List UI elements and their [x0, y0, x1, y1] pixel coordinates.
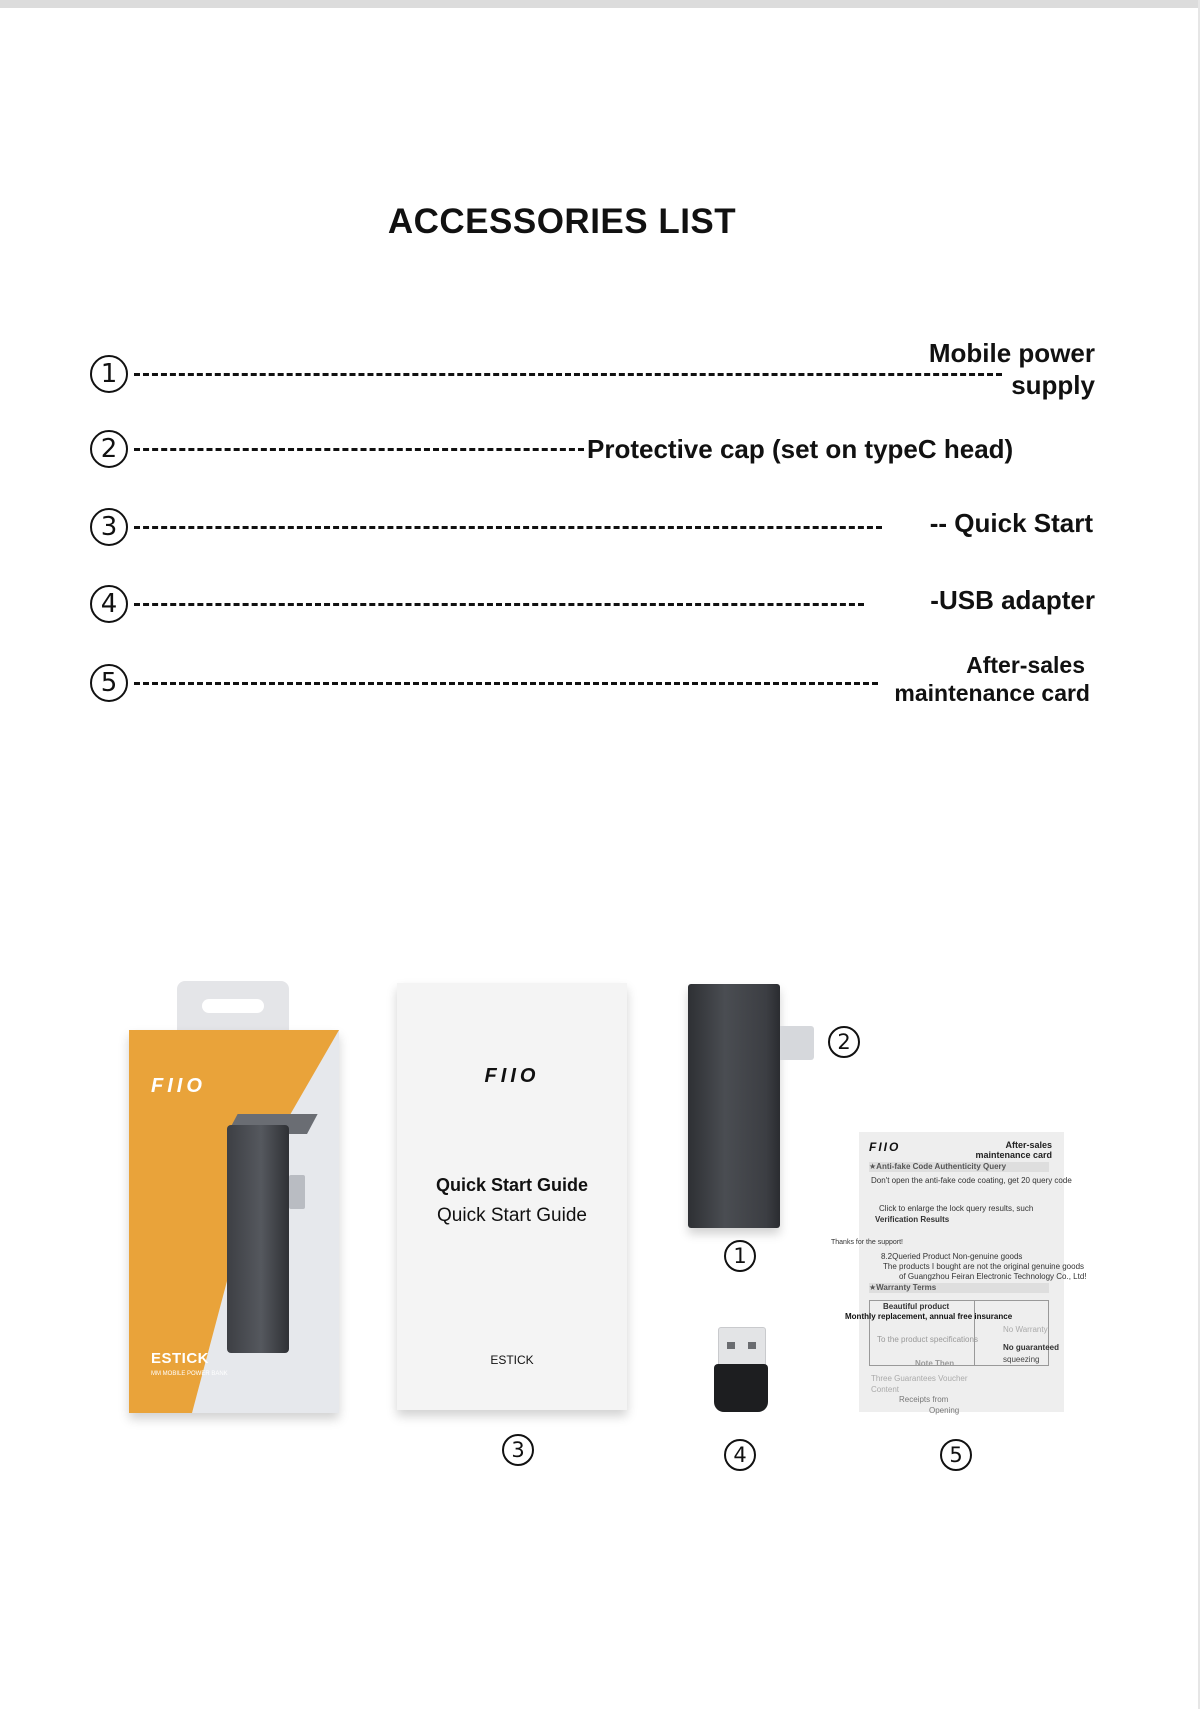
- photo-label-2: 2: [828, 1026, 860, 1058]
- card-line: Content: [871, 1385, 900, 1394]
- guide-logo: FIIO: [484, 1065, 540, 1087]
- usb-adapter-plug: [718, 1327, 766, 1369]
- usb-pin: [727, 1342, 735, 1349]
- box-hanger-tab: [177, 981, 289, 1037]
- usb-pin: [748, 1342, 756, 1349]
- box-product-connector: [289, 1175, 305, 1209]
- number-3-circle: 3: [90, 508, 128, 546]
- photo-label-5: 5: [940, 1439, 972, 1471]
- card-line: Thanks for the support!: [831, 1239, 903, 1246]
- card-line: ★Warranty Terms: [869, 1283, 1049, 1293]
- retail-box: [129, 1030, 339, 1413]
- after-sales-card: [831, 1132, 1087, 1415]
- number-4-circle: 4: [90, 585, 128, 623]
- photo-label-3: 3: [502, 1434, 534, 1466]
- quick-start-guide: [397, 983, 627, 1410]
- guide-model: ESTICK: [490, 1353, 534, 1367]
- number-5-circle: 5: [90, 664, 128, 702]
- box-model-name: ESTICK: [151, 1350, 210, 1367]
- box-logo: FIIO: [151, 1075, 206, 1097]
- card-line: Note Then: [915, 1359, 955, 1368]
- dashed-leader: [134, 373, 1002, 376]
- item-1-label-line1: Mobile power: [928, 338, 1095, 368]
- dashed-leader: [134, 448, 584, 451]
- number-1-circle: 1: [90, 355, 128, 393]
- item-3-label: -- Quick Start: [929, 508, 1093, 538]
- card-line: ★Anti-fake Code Authenticity Query: [869, 1162, 1049, 1172]
- protective-cap: [780, 1026, 814, 1060]
- card-line: No guaranteed: [1003, 1343, 1060, 1352]
- top-border: [0, 0, 1200, 8]
- box-subtitle: MM MOBILE POWER BANK: [151, 1371, 228, 1377]
- photo-label-1: 1: [724, 1240, 756, 1272]
- card-line: Beautiful product: [883, 1302, 950, 1311]
- mobile-power-supply-device: [688, 984, 780, 1228]
- guide-title-bold: Quick Start Guide: [435, 1175, 589, 1195]
- number-2-circle: 2: [90, 430, 128, 468]
- card-logo: FIIO: [869, 1140, 901, 1154]
- card-line: Verification Results: [875, 1215, 950, 1224]
- card-line: Click to enlarge the lock query results, such: [879, 1204, 1034, 1213]
- item-1-label-line2: supply: [1011, 370, 1095, 400]
- card-line: squeezing: [1003, 1355, 1040, 1364]
- item-5-label-line2: maintenance card: [894, 680, 1090, 706]
- card-line: The products I bought are not the original genuine goods: [883, 1262, 1085, 1271]
- card-line: No Warranty: [1003, 1325, 1048, 1334]
- card-line: of Guangzhou Feiran Electronic Technology Co., Ltd!: [899, 1272, 1087, 1281]
- card-line: To the product specifications: [877, 1335, 978, 1344]
- card-line: Opening: [929, 1406, 960, 1415]
- dashed-leader: [134, 603, 864, 606]
- dashed-leader: [134, 682, 878, 685]
- usb-adapter-body: [714, 1364, 768, 1412]
- card-line: Three Guarantees Voucher: [871, 1374, 968, 1383]
- card-line: Don't open the anti-fake code coating, get 20 query code: [871, 1176, 1072, 1185]
- box-product-image: [227, 1125, 289, 1353]
- card-line: Receipts from: [899, 1395, 949, 1404]
- card-title: After-sales maintenance card: [975, 1140, 1052, 1160]
- dashed-leader: [134, 526, 882, 529]
- card-line: 8.2Queried Product Non-genuine goods: [881, 1252, 1023, 1261]
- photo-label-4: 4: [724, 1439, 756, 1471]
- hanger-hole: [202, 999, 264, 1013]
- card-line: Monthly replacement, annual free insurance: [845, 1312, 1013, 1321]
- page-title: ACCESSORIES LIST: [387, 202, 737, 241]
- item-5-label-line1: After-sales: [966, 652, 1085, 678]
- guide-title-regular: Quick Start Guide: [437, 1205, 587, 1226]
- item-2-label: Protective cap (set on typeC head): [587, 434, 1014, 464]
- item-4-label: -USB adapter: [930, 585, 1095, 615]
